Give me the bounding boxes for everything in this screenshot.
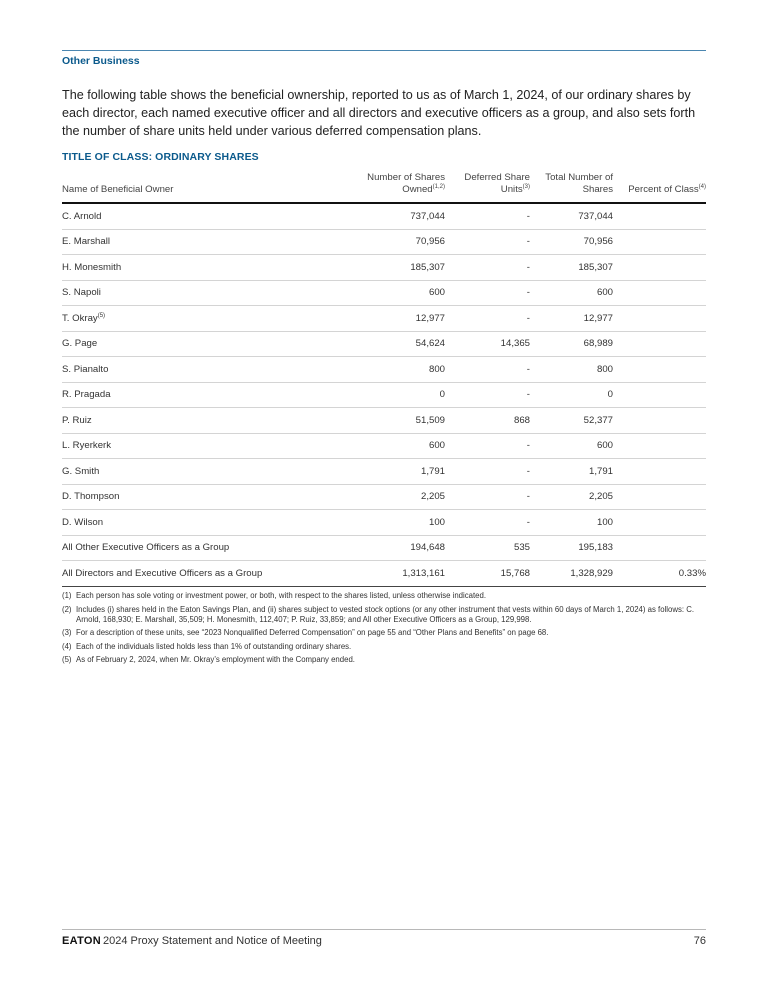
cell-shares-owned: 2,205 bbox=[352, 484, 445, 510]
cell-total-shares: 0 bbox=[530, 382, 613, 408]
page-number: 76 bbox=[693, 935, 706, 947]
section-title: Other Business bbox=[62, 55, 140, 67]
cell-percent-of-class bbox=[613, 229, 706, 255]
footnote bbox=[62, 655, 708, 665]
table-row bbox=[62, 408, 706, 434]
cell-name: S. Napoli bbox=[62, 280, 352, 306]
top-divider bbox=[62, 50, 706, 51]
cell-percent-of-class bbox=[613, 459, 706, 485]
cell-deferred-units: - bbox=[445, 459, 530, 485]
cell-deferred-units: - bbox=[445, 203, 530, 229]
cell-shares-owned: 194,648 bbox=[352, 535, 445, 561]
footnote bbox=[62, 591, 708, 601]
table-row bbox=[62, 306, 706, 332]
cell-name: L. Ryerkerk bbox=[62, 433, 352, 459]
footnote-text: Each of the individuals listed holds less than 1% of outstanding ordinary shares. bbox=[76, 641, 352, 651]
table-row bbox=[62, 561, 706, 587]
cell-deferred-units: - bbox=[445, 382, 530, 408]
cell-shares-owned: 51,509 bbox=[352, 408, 445, 434]
table-row bbox=[62, 382, 706, 408]
cell-deferred-units: 14,365 bbox=[445, 331, 530, 357]
cell-name: T. Okray$^{(5)}$ bbox=[62, 306, 352, 332]
cell-total-shares: 1,791 bbox=[530, 459, 613, 485]
table-row bbox=[62, 433, 706, 459]
cell-name: R. Pragada bbox=[62, 382, 352, 408]
table-row bbox=[62, 357, 706, 383]
cell-percent-of-class: 0.33% bbox=[613, 561, 706, 587]
cell-total-shares: 195,183 bbox=[530, 535, 613, 561]
cell-name: S. Pianalto bbox=[62, 357, 352, 383]
cell-deferred-units: - bbox=[445, 357, 530, 383]
cell-total-shares: 52,377 bbox=[530, 408, 613, 434]
cell-shares-owned: 600 bbox=[352, 433, 445, 459]
table-row bbox=[62, 229, 706, 255]
cell-shares-owned: 12,977 bbox=[352, 306, 445, 332]
footnote-number: (5) bbox=[62, 655, 72, 664]
cell-shares-owned: 1,313,161 bbox=[352, 561, 445, 587]
footer-brand-logo: EATON bbox=[62, 935, 101, 947]
footnote-text: Each person has sole voting or investment power, or both, with respect to the shares listed, unless otherwise indicated. bbox=[76, 591, 486, 600]
cell-percent-of-class bbox=[613, 382, 706, 408]
footnote bbox=[62, 605, 708, 625]
footnote-number: (1) bbox=[62, 591, 72, 600]
cell-percent-of-class bbox=[613, 484, 706, 510]
cell-name: D. Wilson bbox=[62, 510, 352, 536]
cell-percent-of-class bbox=[613, 535, 706, 561]
cell-percent-of-class bbox=[613, 203, 706, 229]
cell-total-shares: 100 bbox=[530, 510, 613, 536]
cell-shares-owned: 185,307 bbox=[352, 255, 445, 281]
cell-percent-of-class bbox=[613, 306, 706, 332]
header-deferred-units: Deferred Share Units$^{(3)}$ bbox=[445, 170, 530, 203]
footnote-text: As of February 2, 2024, when Mr. Okray’s employment with the Company ended. bbox=[76, 655, 355, 664]
header-shares-owned: Number of Shares Owned$^{(1,2)}$ bbox=[352, 170, 445, 203]
footer-document-title: 2024 Proxy Statement and Notice of Meeting bbox=[103, 935, 322, 947]
ownership-table bbox=[62, 170, 706, 587]
cell-deferred-units: - bbox=[445, 229, 530, 255]
table-row bbox=[62, 535, 706, 561]
table-title: TITLE OF CLASS: ORDINARY SHARES bbox=[62, 151, 259, 163]
footnote bbox=[62, 642, 708, 652]
cell-shares-owned: 600 bbox=[352, 280, 445, 306]
cell-name: D. Thompson bbox=[62, 484, 352, 510]
cell-deferred-units: - bbox=[445, 280, 530, 306]
cell-total-shares: 737,044 bbox=[530, 203, 613, 229]
cell-total-shares: 185,307 bbox=[530, 255, 613, 281]
table-row bbox=[62, 280, 706, 306]
cell-name: All Other Executive Officers as a Group bbox=[62, 535, 352, 561]
cell-shares-owned: 70,956 bbox=[352, 229, 445, 255]
table-row bbox=[62, 203, 706, 229]
cell-deferred-units: - bbox=[445, 510, 530, 536]
cell-name: H. Monesmith bbox=[62, 255, 352, 281]
cell-name: P. Ruiz bbox=[62, 408, 352, 434]
header-name: Name of Beneficial Owner bbox=[62, 170, 352, 203]
cell-percent-of-class bbox=[613, 357, 706, 383]
header-percent-of-class: Percent of Class$^{(4)}$ bbox=[613, 170, 706, 203]
cell-deferred-units: - bbox=[445, 306, 530, 332]
footnote-text: Includes (i) shares held in the Eaton Savings Plan, and (ii) shares subject to vested stock options (or any other instrument that vests within 60 days of March 1, 2024) as follows: C. Arnold, 168,930; E. Marshall, 35,509; H. Monesmith, 112,407; P. Ruiz, 33,859; and All other Executive Officers as a Group, 129,998. bbox=[76, 604, 694, 624]
table-row bbox=[62, 331, 706, 357]
footnote-number: (3) bbox=[62, 628, 72, 637]
cell-total-shares: 68,989 bbox=[530, 331, 613, 357]
cell-percent-of-class bbox=[613, 255, 706, 281]
cell-shares-owned: 1,791 bbox=[352, 459, 445, 485]
cell-total-shares: 70,956 bbox=[530, 229, 613, 255]
footnotes bbox=[62, 591, 708, 669]
footnote-number: (2) bbox=[62, 604, 72, 614]
cell-shares-owned: 0 bbox=[352, 382, 445, 408]
table-header-row bbox=[62, 170, 706, 203]
cell-name: G. Page bbox=[62, 331, 352, 357]
cell-name: C. Arnold bbox=[62, 203, 352, 229]
cell-percent-of-class bbox=[613, 331, 706, 357]
cell-deferred-units: - bbox=[445, 484, 530, 510]
cell-deferred-units: 15,768 bbox=[445, 561, 530, 587]
table-row bbox=[62, 484, 706, 510]
table-row bbox=[62, 255, 706, 281]
intro-paragraph: The following table shows the beneficial ownership, reported to us as of March 1, 2024, of our ordinary shares by each director, each named executive officer and all directors and executive officers as a group, and also sets forth the number of share units held under various deferred compensation plans. bbox=[62, 88, 696, 138]
cell-percent-of-class bbox=[613, 408, 706, 434]
cell-name: G. Smith bbox=[62, 459, 352, 485]
cell-total-shares: 800 bbox=[530, 357, 613, 383]
cell-name: All Directors and Executive Officers as a Group bbox=[62, 561, 352, 587]
header-total-shares: Total Number of Shares bbox=[530, 170, 613, 203]
cell-shares-owned: 800 bbox=[352, 357, 445, 383]
cell-percent-of-class bbox=[613, 510, 706, 536]
table-row bbox=[62, 510, 706, 536]
footnote-text: For a description of these units, see “2023 Nonqualified Deferred Compensation” on page 55 and “Other Plans and Benefits” on page 68. bbox=[76, 628, 549, 637]
cell-name: E. Marshall bbox=[62, 229, 352, 255]
footer-divider bbox=[62, 929, 706, 930]
cell-deferred-units: 868 bbox=[445, 408, 530, 434]
cell-total-shares: 600 bbox=[530, 280, 613, 306]
cell-percent-of-class bbox=[613, 433, 706, 459]
cell-total-shares: 12,977 bbox=[530, 306, 613, 332]
cell-percent-of-class bbox=[613, 280, 706, 306]
cell-deferred-units: - bbox=[445, 433, 530, 459]
cell-deferred-units: 535 bbox=[445, 535, 530, 561]
cell-total-shares: 1,328,929 bbox=[530, 561, 613, 587]
footnote-number: (4) bbox=[62, 641, 72, 651]
cell-total-shares: 2,205 bbox=[530, 484, 613, 510]
cell-total-shares: 600 bbox=[530, 433, 613, 459]
table-row bbox=[62, 459, 706, 485]
cell-shares-owned: 54,624 bbox=[352, 331, 445, 357]
cell-deferred-units: - bbox=[445, 255, 530, 281]
footnote bbox=[62, 628, 708, 638]
cell-shares-owned: 100 bbox=[352, 510, 445, 536]
cell-shares-owned: 737,044 bbox=[352, 203, 445, 229]
